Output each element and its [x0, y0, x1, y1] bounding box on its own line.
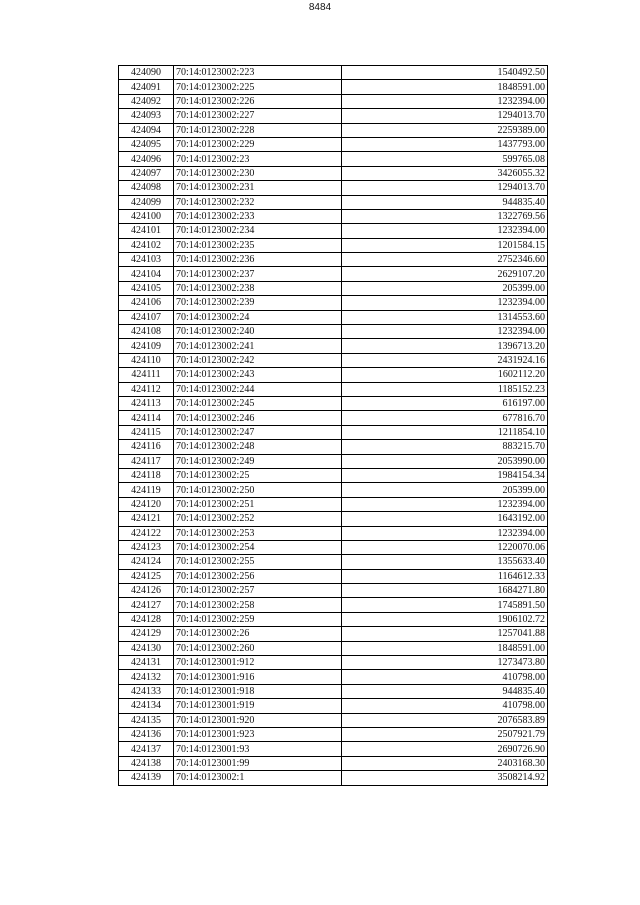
row-id-cell: 424124 — [119, 555, 174, 569]
value-cell: 1232394.00 — [342, 526, 548, 540]
cadastral-number-cell: 70:14:0123002:236 — [174, 253, 342, 267]
value-cell: 2629107.20 — [342, 267, 548, 281]
table-row — [119, 339, 548, 353]
row-id-cell: 424120 — [119, 497, 174, 511]
page-number: 8484 — [308, 2, 332, 13]
table-row — [119, 454, 548, 468]
table-row — [119, 411, 548, 425]
value-cell: 599765.08 — [342, 152, 548, 166]
value-cell: 1257041.88 — [342, 627, 548, 641]
table-row — [119, 555, 548, 569]
cadastral-number-cell: 70:14:0123002:242 — [174, 353, 342, 367]
value-cell: 1322769.56 — [342, 209, 548, 223]
value-cell: 1745891.50 — [342, 598, 548, 612]
row-id-cell: 424134 — [119, 699, 174, 713]
value-cell: 1220070.06 — [342, 540, 548, 554]
table-row — [119, 281, 548, 295]
table-row — [119, 267, 548, 281]
value-cell: 1232394.00 — [342, 224, 548, 238]
value-cell: 1211854.10 — [342, 425, 548, 439]
cadastral-number-cell: 70:14:0123002:241 — [174, 339, 342, 353]
table-row — [119, 238, 548, 252]
cadastral-number-cell: 70:14:0123002:223 — [174, 66, 342, 80]
row-id-cell: 424099 — [119, 195, 174, 209]
cadastral-number-cell: 70:14:0123002:235 — [174, 238, 342, 252]
cadastral-number-cell: 70:14:0123001:920 — [174, 713, 342, 727]
table-row — [119, 440, 548, 454]
value-cell: 205399.00 — [342, 483, 548, 497]
row-id-cell: 424096 — [119, 152, 174, 166]
cadastral-number-cell: 70:14:0123002:26 — [174, 627, 342, 641]
cadastral-number-cell: 70:14:0123002:245 — [174, 396, 342, 410]
cadastral-number-cell: 70:14:0123002:25 — [174, 468, 342, 482]
table-row — [119, 368, 548, 382]
cadastral-number-cell: 70:14:0123002:23 — [174, 152, 342, 166]
table-row — [119, 209, 548, 223]
table-row — [119, 123, 548, 137]
row-id-cell: 424106 — [119, 296, 174, 310]
value-cell: 2259389.00 — [342, 123, 548, 137]
cadastral-number-cell: 70:14:0123002:248 — [174, 440, 342, 454]
row-id-cell: 424110 — [119, 353, 174, 367]
row-id-cell: 424135 — [119, 713, 174, 727]
value-cell: 1232394.00 — [342, 296, 548, 310]
row-id-cell: 424132 — [119, 670, 174, 684]
row-id-cell: 424109 — [119, 339, 174, 353]
cadastral-number-cell: 70:14:0123001:923 — [174, 727, 342, 741]
table-row — [119, 727, 548, 741]
row-id-cell: 424098 — [119, 181, 174, 195]
table-row — [119, 109, 548, 123]
table-row — [119, 656, 548, 670]
table-row — [119, 540, 548, 554]
row-id-cell: 424139 — [119, 771, 174, 785]
row-id-cell: 424127 — [119, 598, 174, 612]
cadastral-number-cell: 70:14:0123002:232 — [174, 195, 342, 209]
table-row — [119, 468, 548, 482]
row-id-cell: 424115 — [119, 425, 174, 439]
cadastral-number-cell: 70:14:0123001:919 — [174, 699, 342, 713]
cadastral-number-cell: 70:14:0123002:226 — [174, 94, 342, 108]
table-row — [119, 756, 548, 770]
cadastral-number-cell: 70:14:0123002:244 — [174, 382, 342, 396]
value-cell: 1984154.34 — [342, 468, 548, 482]
cadastral-number-cell: 70:14:0123002:231 — [174, 181, 342, 195]
row-id-cell: 424094 — [119, 123, 174, 137]
cadastral-number-cell: 70:14:0123002:259 — [174, 612, 342, 626]
row-id-cell: 424100 — [119, 209, 174, 223]
cadastral-number-cell: 70:14:0123002:252 — [174, 512, 342, 526]
row-id-cell: 424133 — [119, 684, 174, 698]
value-cell: 2690726.90 — [342, 742, 548, 756]
value-cell: 1906102.72 — [342, 612, 548, 626]
table-row — [119, 181, 548, 195]
table-row — [119, 66, 548, 80]
table-row — [119, 771, 548, 785]
cadastral-number-cell: 70:14:0123002:255 — [174, 555, 342, 569]
table-row — [119, 137, 548, 151]
cadastral-number-cell: 70:14:0123002:234 — [174, 224, 342, 238]
row-id-cell: 424103 — [119, 253, 174, 267]
value-cell: 1540492.50 — [342, 66, 548, 80]
table-row — [119, 425, 548, 439]
cadastral-number-cell: 70:14:0123002:257 — [174, 584, 342, 598]
table-row — [119, 296, 548, 310]
cadastral-number-cell: 70:14:0123002:239 — [174, 296, 342, 310]
row-id-cell: 424126 — [119, 584, 174, 598]
value-cell: 677816.70 — [342, 411, 548, 425]
value-cell: 1848591.00 — [342, 80, 548, 94]
row-id-cell: 424108 — [119, 325, 174, 339]
value-cell: 883215.70 — [342, 440, 548, 454]
value-cell: 410798.00 — [342, 699, 548, 713]
row-id-cell: 424122 — [119, 526, 174, 540]
value-cell: 1294013.70 — [342, 181, 548, 195]
table-row — [119, 152, 548, 166]
cadastral-number-cell: 70:14:0123002:228 — [174, 123, 342, 137]
value-cell: 3426055.32 — [342, 166, 548, 180]
row-id-cell: 424137 — [119, 742, 174, 756]
table-row — [119, 195, 548, 209]
table-row — [119, 396, 548, 410]
value-cell: 2507921.79 — [342, 727, 548, 741]
cadastral-number-cell: 70:14:0123002:225 — [174, 80, 342, 94]
table-row — [119, 598, 548, 612]
row-id-cell: 424091 — [119, 80, 174, 94]
row-id-cell: 424097 — [119, 166, 174, 180]
value-cell: 2053990.00 — [342, 454, 548, 468]
value-cell: 616197.00 — [342, 396, 548, 410]
cadastral-number-cell: 70:14:0123002:238 — [174, 281, 342, 295]
value-cell: 1396713.20 — [342, 339, 548, 353]
row-id-cell: 424138 — [119, 756, 174, 770]
table-row — [119, 526, 548, 540]
cadastral-number-cell: 70:14:0123002:258 — [174, 598, 342, 612]
cadastral-number-cell: 70:14:0123002:254 — [174, 540, 342, 554]
table-row — [119, 699, 548, 713]
value-cell: 1232394.00 — [342, 497, 548, 511]
value-cell: 2431924.16 — [342, 353, 548, 367]
table-row — [119, 627, 548, 641]
row-id-cell: 424112 — [119, 382, 174, 396]
cadastral-number-cell: 70:14:0123002:230 — [174, 166, 342, 180]
value-cell: 1273473.80 — [342, 656, 548, 670]
value-cell: 3508214.92 — [342, 771, 548, 785]
value-cell: 2076583.89 — [342, 713, 548, 727]
row-id-cell: 424104 — [119, 267, 174, 281]
value-cell: 944835.40 — [342, 195, 548, 209]
table-row — [119, 80, 548, 94]
value-cell: 1355633.40 — [342, 555, 548, 569]
row-id-cell: 424136 — [119, 727, 174, 741]
table-row — [119, 353, 548, 367]
table-row — [119, 382, 548, 396]
row-id-cell: 424114 — [119, 411, 174, 425]
table-row — [119, 325, 548, 339]
row-id-cell: 424130 — [119, 641, 174, 655]
row-id-cell: 424121 — [119, 512, 174, 526]
value-cell: 2752346.60 — [342, 253, 548, 267]
cadastral-number-cell: 70:14:0123002:1 — [174, 771, 342, 785]
value-cell: 1201584.15 — [342, 238, 548, 252]
value-cell: 1437793.00 — [342, 137, 548, 151]
table-row — [119, 612, 548, 626]
cadastral-number-cell: 70:14:0123002:233 — [174, 209, 342, 223]
row-id-cell: 424128 — [119, 612, 174, 626]
cadastral-number-cell: 70:14:0123002:256 — [174, 569, 342, 583]
cadastral-number-cell: 70:14:0123002:240 — [174, 325, 342, 339]
row-id-cell: 424119 — [119, 483, 174, 497]
value-cell: 944835.40 — [342, 684, 548, 698]
value-cell: 1314553.60 — [342, 310, 548, 324]
value-cell: 2403168.30 — [342, 756, 548, 770]
cadastral-number-cell: 70:14:0123002:251 — [174, 497, 342, 511]
row-id-cell: 424111 — [119, 368, 174, 382]
table-body — [119, 66, 548, 786]
cadastral-number-cell: 70:14:0123002:246 — [174, 411, 342, 425]
row-id-cell: 424107 — [119, 310, 174, 324]
table-row — [119, 512, 548, 526]
row-id-cell: 424105 — [119, 281, 174, 295]
cadastral-number-cell: 70:14:0123001:99 — [174, 756, 342, 770]
table-row — [119, 742, 548, 756]
table-row — [119, 670, 548, 684]
value-cell: 1232394.00 — [342, 94, 548, 108]
value-cell: 205399.00 — [342, 281, 548, 295]
cadastral-number-cell: 70:14:0123001:93 — [174, 742, 342, 756]
table-row — [119, 684, 548, 698]
row-id-cell: 424092 — [119, 94, 174, 108]
cadastral-number-cell: 70:14:0123002:250 — [174, 483, 342, 497]
row-id-cell: 424116 — [119, 440, 174, 454]
table-row — [119, 253, 548, 267]
cadastral-number-cell: 70:14:0123001:918 — [174, 684, 342, 698]
table-row — [119, 641, 548, 655]
cadastral-number-cell: 70:14:0123002:247 — [174, 425, 342, 439]
table-row — [119, 713, 548, 727]
table-row — [119, 584, 548, 598]
cadastral-number-cell: 70:14:0123002:227 — [174, 109, 342, 123]
row-id-cell: 424131 — [119, 656, 174, 670]
cadastral-number-cell: 70:14:0123002:253 — [174, 526, 342, 540]
value-cell: 1294013.70 — [342, 109, 548, 123]
cadastral-number-cell: 70:14:0123002:237 — [174, 267, 342, 281]
table-row — [119, 224, 548, 238]
row-id-cell: 424125 — [119, 569, 174, 583]
row-id-cell: 424117 — [119, 454, 174, 468]
cadastral-number-cell: 70:14:0123001:912 — [174, 656, 342, 670]
cadastral-number-cell: 70:14:0123002:24 — [174, 310, 342, 324]
row-id-cell: 424090 — [119, 66, 174, 80]
value-cell: 1602112.20 — [342, 368, 548, 382]
value-cell: 1643192.00 — [342, 512, 548, 526]
cadastral-value-table — [118, 65, 548, 786]
cadastral-number-cell: 70:14:0123002:243 — [174, 368, 342, 382]
value-cell: 1232394.00 — [342, 325, 548, 339]
value-cell: 410798.00 — [342, 670, 548, 684]
value-cell: 1164612.33 — [342, 569, 548, 583]
table-row — [119, 569, 548, 583]
row-id-cell: 424129 — [119, 627, 174, 641]
row-id-cell: 424095 — [119, 137, 174, 151]
row-id-cell: 424093 — [119, 109, 174, 123]
row-id-cell: 424113 — [119, 396, 174, 410]
value-cell: 1185152.23 — [342, 382, 548, 396]
table-row — [119, 483, 548, 497]
table-row — [119, 94, 548, 108]
row-id-cell: 424118 — [119, 468, 174, 482]
cadastral-number-cell: 70:14:0123002:249 — [174, 454, 342, 468]
cadastral-number-cell: 70:14:0123002:260 — [174, 641, 342, 655]
table-row — [119, 166, 548, 180]
cadastral-number-cell: 70:14:0123002:229 — [174, 137, 342, 151]
table-row — [119, 497, 548, 511]
table-row — [119, 310, 548, 324]
value-cell: 1684271.80 — [342, 584, 548, 598]
cadastral-number-cell: 70:14:0123001:916 — [174, 670, 342, 684]
value-cell: 1848591.00 — [342, 641, 548, 655]
row-id-cell: 424101 — [119, 224, 174, 238]
row-id-cell: 424102 — [119, 238, 174, 252]
row-id-cell: 424123 — [119, 540, 174, 554]
